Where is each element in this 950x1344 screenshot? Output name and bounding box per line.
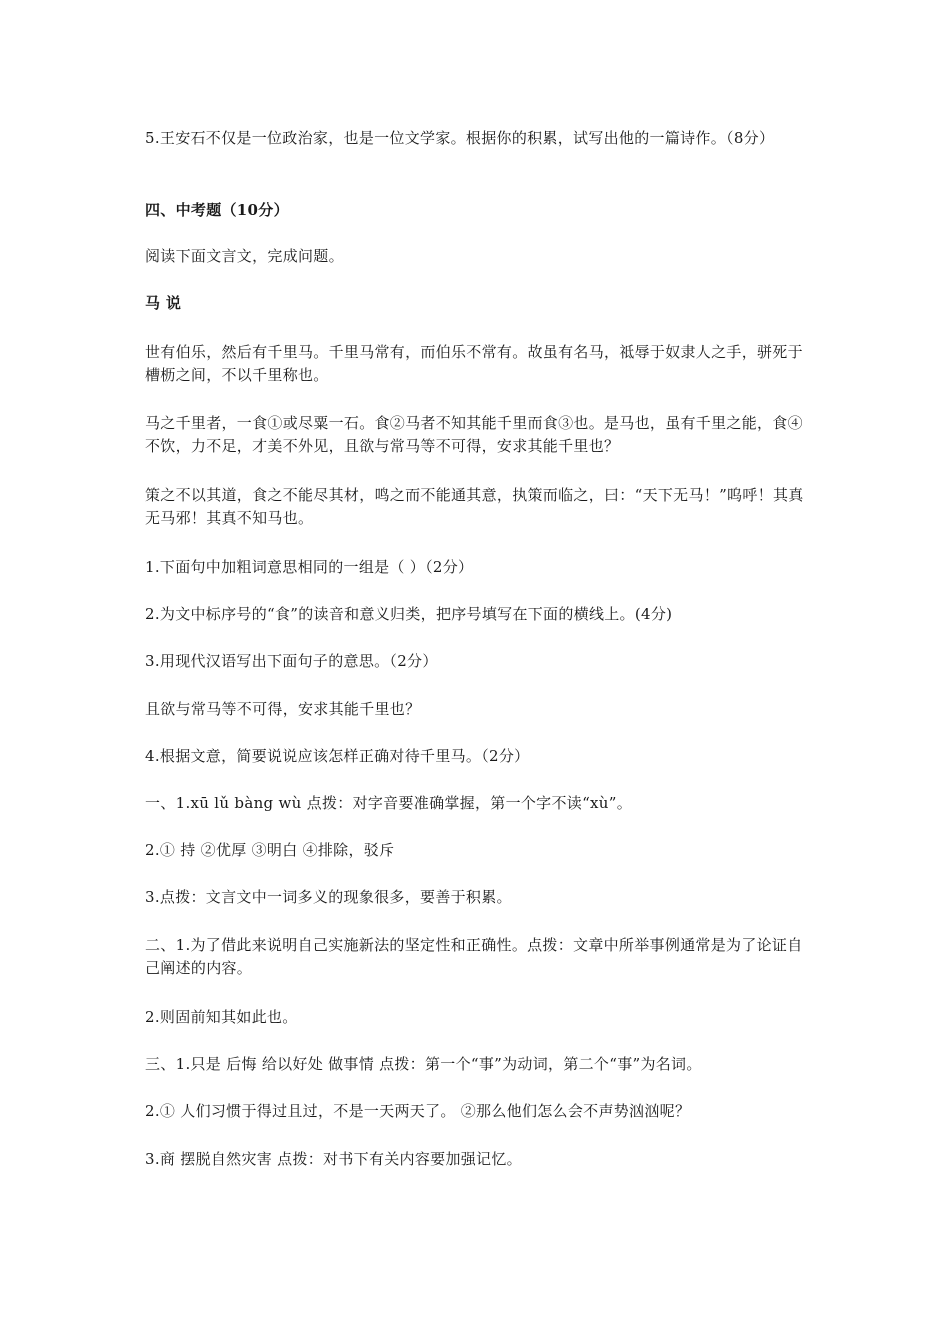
passage-paragraph-1: 世有伯乐，然后有千里马。千里马常有，而伯乐不常有。故虽有名马，祗辱于奴隶人之手，骈死于槽枥之间，不以千里称也。 [145, 343, 803, 384]
question-5: 5.王安石不仅是一位政治家，也是一位文学家。根据你的积累，试写出他的一篇诗作。（8分） [145, 129, 775, 147]
answer-2-2: 2.则固前知其如此也。 [145, 1008, 298, 1026]
section-heading-4: 四、中考题（10分） [145, 201, 289, 219]
passage-title: 马 说 [145, 294, 182, 312]
reading-instruction: 阅读下面文言文，完成问题。 [145, 247, 344, 265]
exam-question-3: 3.用现代汉语写出下面句子的意思。（2分） [145, 652, 438, 670]
exam-question-2: 2.为文中标序号的“食”的读音和意义归类，把序号填写在下面的横线上。(4分) [145, 605, 673, 623]
passage-paragraph-3: 策之不以其道，食之不能尽其材，鸣之而不能通其意，执策而临之，曰：“天下无马！”呜呼！其真无马邪！其真不知马也。 [145, 486, 804, 527]
exam-question-3-sentence: 且欲与常马等不可得，安求其能千里也？ [145, 700, 421, 718]
answer-3-1: 三、1.只是 后悔 给以好处 做事情 点拨：第一个“事”为动词，第二个“事”为名词。 [145, 1055, 702, 1073]
answer-1-3: 3.点拨：文言文中一词多义的现象很多，要善于积累。 [145, 888, 512, 906]
answer-3-2: 2.① 人们习惯于得过且过，不是一天两天了。 ②那么他们怎么会不声势汹汹呢？ [145, 1102, 691, 1120]
answer-1-1: 一、1.xū lǔ bàng wù 点拨：对字音要准确掌握，第一个字不读“xù”。 [145, 794, 633, 812]
exam-question-1: 1.下面句中加粗词意思相同的一组是（ ）（2分） [145, 558, 474, 576]
exam-question-4: 4.根据文意，简要说说应该怎样正确对待千里马。（2分） [145, 747, 530, 765]
answer-2-1: 二、1.为了借此来说明自己实施新法的坚定性和正确性。点拨：文章中所举事例通常是为了论证自己阐述的内容。 [145, 936, 803, 977]
answer-1-2: 2.① 持 ②优厚 ③明白 ④排除，驳斥 [145, 841, 395, 859]
passage-paragraph-2: 马之千里者，一食①或尽粟一石。食②马者不知其能千里而食③也。是马也，虽有千里之能，食④不饮，力不足，才美不外见，且欲与常马等不可得，安求其能千里也？ [145, 414, 803, 455]
answer-3-3: 3.商 摆脱自然灾害 点拨：对书下有关内容要加强记忆。 [145, 1150, 522, 1168]
